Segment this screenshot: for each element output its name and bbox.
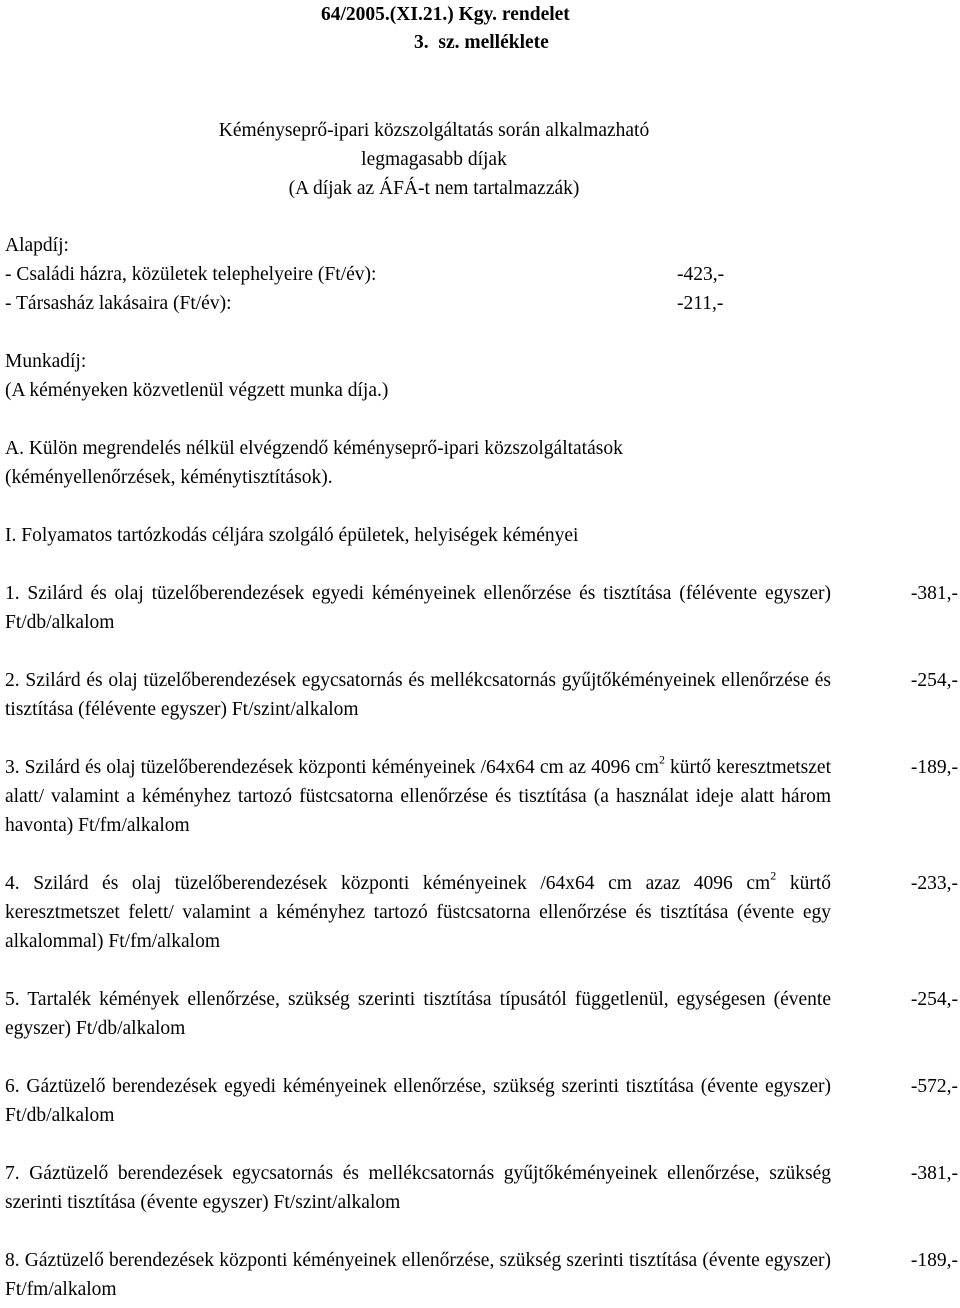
fee-item-text: 8. Gáztüzelő berendezések központi kéményeinek ellenőrzése, szükség szerinti tisztítása (évente egyszer) Ft/fm/alkalom	[5, 1250, 831, 1300]
fee-item-text-part: 3. Szilárd és olaj tüzelőberendezések központi kéményeinek /64x64 cm az 4096 cm	[5, 757, 659, 778]
fee-item-price: -381,-	[910, 583, 958, 604]
superscript-2: 2	[658, 752, 665, 767]
fee-item-price: -572,-	[910, 1076, 958, 1097]
document-title	[0, 116, 960, 203]
annex-number: 3. sz. melléklete	[414, 32, 549, 53]
fee-item-text: 1. Szilárd és olaj tüzelőberendezések egyedi kéményeinek ellenőrzése és tisztítása (félévente egyszer) Ft/db/alkalom	[5, 583, 831, 633]
section-a-line-2: (kéményellenőrzések, kéménytisztítások).	[5, 467, 333, 488]
alapdij-heading: Alapdíj:	[5, 235, 69, 256]
alapdij-item-price: -423,-	[677, 264, 725, 285]
fee-item-text: 5. Tartalék kémények ellenőrzése, szükség szerinti tisztítása típusától függetlenül, egységesen (évente egyszer) Ft/db/alkalom	[5, 989, 831, 1039]
fee-item-text	[5, 753, 831, 840]
fee-item-text: 6. Gáztüzelő berendezések egyedi kéményeinek ellenőrzése, szükség szerinti tisztítása (évente egyszer) Ft/db/alkalom	[5, 1076, 831, 1126]
munkadij-note: (A kéményeken közvetlenül végzett munka díja.)	[5, 380, 389, 401]
fee-item-text: 2. Szilárd és olaj tüzelőberendezések egycsatornás és mellékcsatornás gyűjtőkéményeinek ellenőrzése és tisztítása (félévente egyszer) Ft/szint/alkalom	[5, 670, 831, 720]
fee-item-price: -381,-	[910, 1163, 958, 1184]
alapdij-item-price: -211,-	[677, 293, 724, 314]
fee-item-text-part: 4. Szilárd és olaj tüzelőberendezések központi kéményeinek /64x64 cm azaz 4096 cm	[5, 873, 771, 894]
decree-number: 64/2005.(XI.21.) Kgy. rendelet	[321, 4, 570, 25]
alapdij-item-label: - Társasház lakásaira (Ft/év):	[5, 293, 232, 314]
alapdij-item-label: - Családi házra, közületek telephelyeire (Ft/év):	[5, 264, 377, 285]
fee-item-text	[5, 869, 831, 956]
fee-item-price: -189,-	[910, 757, 958, 778]
title-line-1: Kéményseprő-ipari közszolgáltatás során alkalmazható	[218, 120, 650, 141]
fee-item-price: -254,-	[910, 989, 958, 1010]
fee-item-text-part: kürtő keresztmetszet alatt/ valamint a kéményhez tartozó füstcsatorna ellenőrzése és tisztítása (a használat ideje alatt három havonta) Ft/fm/alkalom	[5, 757, 831, 836]
munkadij-heading: Munkadíj:	[5, 351, 87, 372]
fee-item-text: 7. Gáztüzelő berendezések egycsatornás és mellékcsatornás gyűjtőkéményeinek ellenőrzése, szükség szerinti tisztítása (évente egyszer) Ft/szint/alkalom	[5, 1163, 831, 1213]
fee-item-price: -189,-	[910, 1250, 958, 1271]
title-line-2: legmagasabb díjak	[361, 149, 507, 170]
section-i-heading: I. Folyamatos tartózkodás céljára szolgáló épületek, helyiségek kéményei	[5, 525, 579, 546]
fee-item-price: -233,-	[910, 873, 958, 894]
title-line-3: (A díjak az ÁFÁ-t nem tartalmazzák)	[288, 178, 580, 199]
section-a-line-1: A. Külön megrendelés nélkül elvégzendő kéményseprő-ipari közszolgáltatások	[5, 438, 623, 459]
fee-item-text-part: kürtő keresztmetszet felett/ valamint a kéményhez tartozó füstcsatorna ellenőrzése és tisztítása (évente egy alkalommal) Ft/fm/alkalom	[5, 873, 831, 952]
fee-item-price: -254,-	[910, 670, 958, 691]
superscript-2: 2	[770, 868, 777, 883]
